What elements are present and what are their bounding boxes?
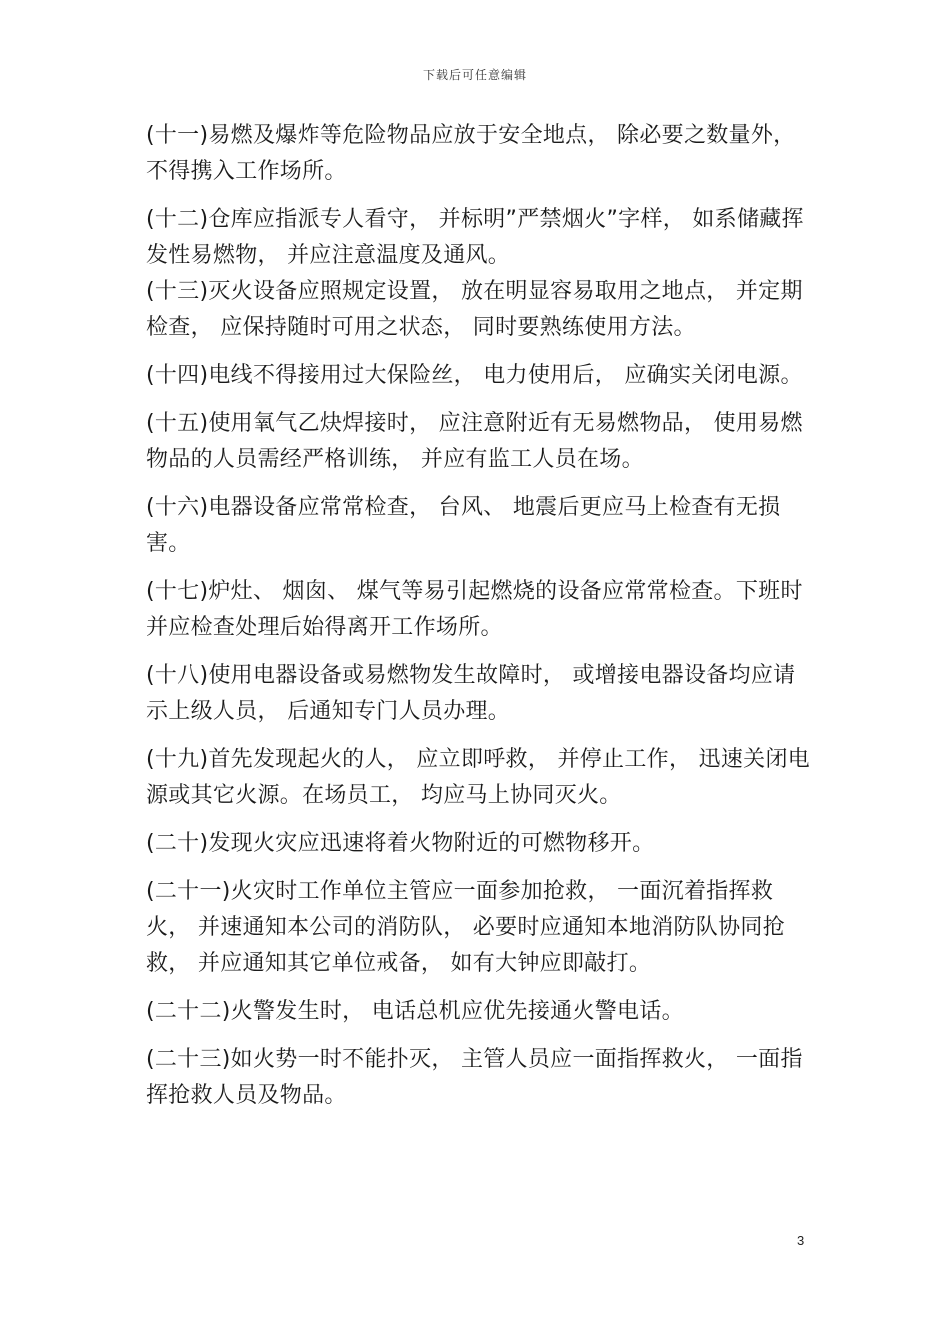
paragraph-16: (十六)电器设备应常常检查， 台风、 地震后更应马上检查有无损害。 bbox=[146, 495, 781, 556]
paragraph-12: (十二)仓库应指派专人看守， 并标明”严禁烟火”字样， 如系储藏挥发性易燃物， 并应注意温度及通风。 bbox=[146, 207, 804, 268]
paragraph-11: (十一)易燃及爆炸等危险物品应放于安全地点， 除必要之数量外，不得携入工作场所。 bbox=[146, 123, 796, 184]
paragraph-17: (十七)炉灶、 烟囱、 煤气等易引起燃烧的设备应常常检查。下班时并应检查处理后始得离开工作场所。 bbox=[146, 579, 803, 640]
paragraph-22: (二十二)火警发生时， 电话总机应优先接通火警电话。 bbox=[146, 999, 684, 1024]
paragraph-23: (二十三)如火势一时不能扑灭， 主管人员应一面指挥救火， 一面指挥抢救人员及物品。 bbox=[146, 1047, 803, 1108]
paragraph-14: (十四)电线不得接用过大保险丝， 电力使用后， 应确实关闭电源。 bbox=[146, 363, 803, 388]
page-header: 下载后可任意编辑 bbox=[422, 68, 527, 82]
paragraph-19: (十九)首先发现起火的人， 应立即呼救， 并停止工作， 迅速关闭电源或其它火源。在场员工， 均应马上协同灭火。 bbox=[146, 747, 811, 808]
page-number: 3 bbox=[797, 1233, 805, 1248]
paragraph-15: (十五)使用氧气乙炔焊接时， 应注意附近有无易燃物品， 使用易燃物品的人员需经严格训练， 并应有监工人员在场。 bbox=[146, 411, 803, 472]
paragraph-13: (十三)灭火设备应照规定设置， 放在明显容易取用之地点， 并定期检查， 应保持随时可用之状态， 同时要熟练使用方法。 bbox=[146, 279, 803, 340]
paragraph-21: (二十一)火灾时工作单位主管应一面参加抢救， 一面沉着指挥救火， 并速通知本公司的消防队， 必要时应通知本地消防队协同抢救， 并应通知其它单位戒备， 如有大钟应即敲打。 bbox=[146, 879, 785, 976]
paragraph-20: (二十)发现火灾应迅速将着火物附近的可燃物移开。 bbox=[146, 831, 655, 856]
paragraph-18: (十八)使用电器设备或易燃物发生故障时， 或增接电器设备均应请示上级人员， 后通知专门人员办理。 bbox=[146, 663, 796, 724]
document-body bbox=[146, 118, 814, 1126]
